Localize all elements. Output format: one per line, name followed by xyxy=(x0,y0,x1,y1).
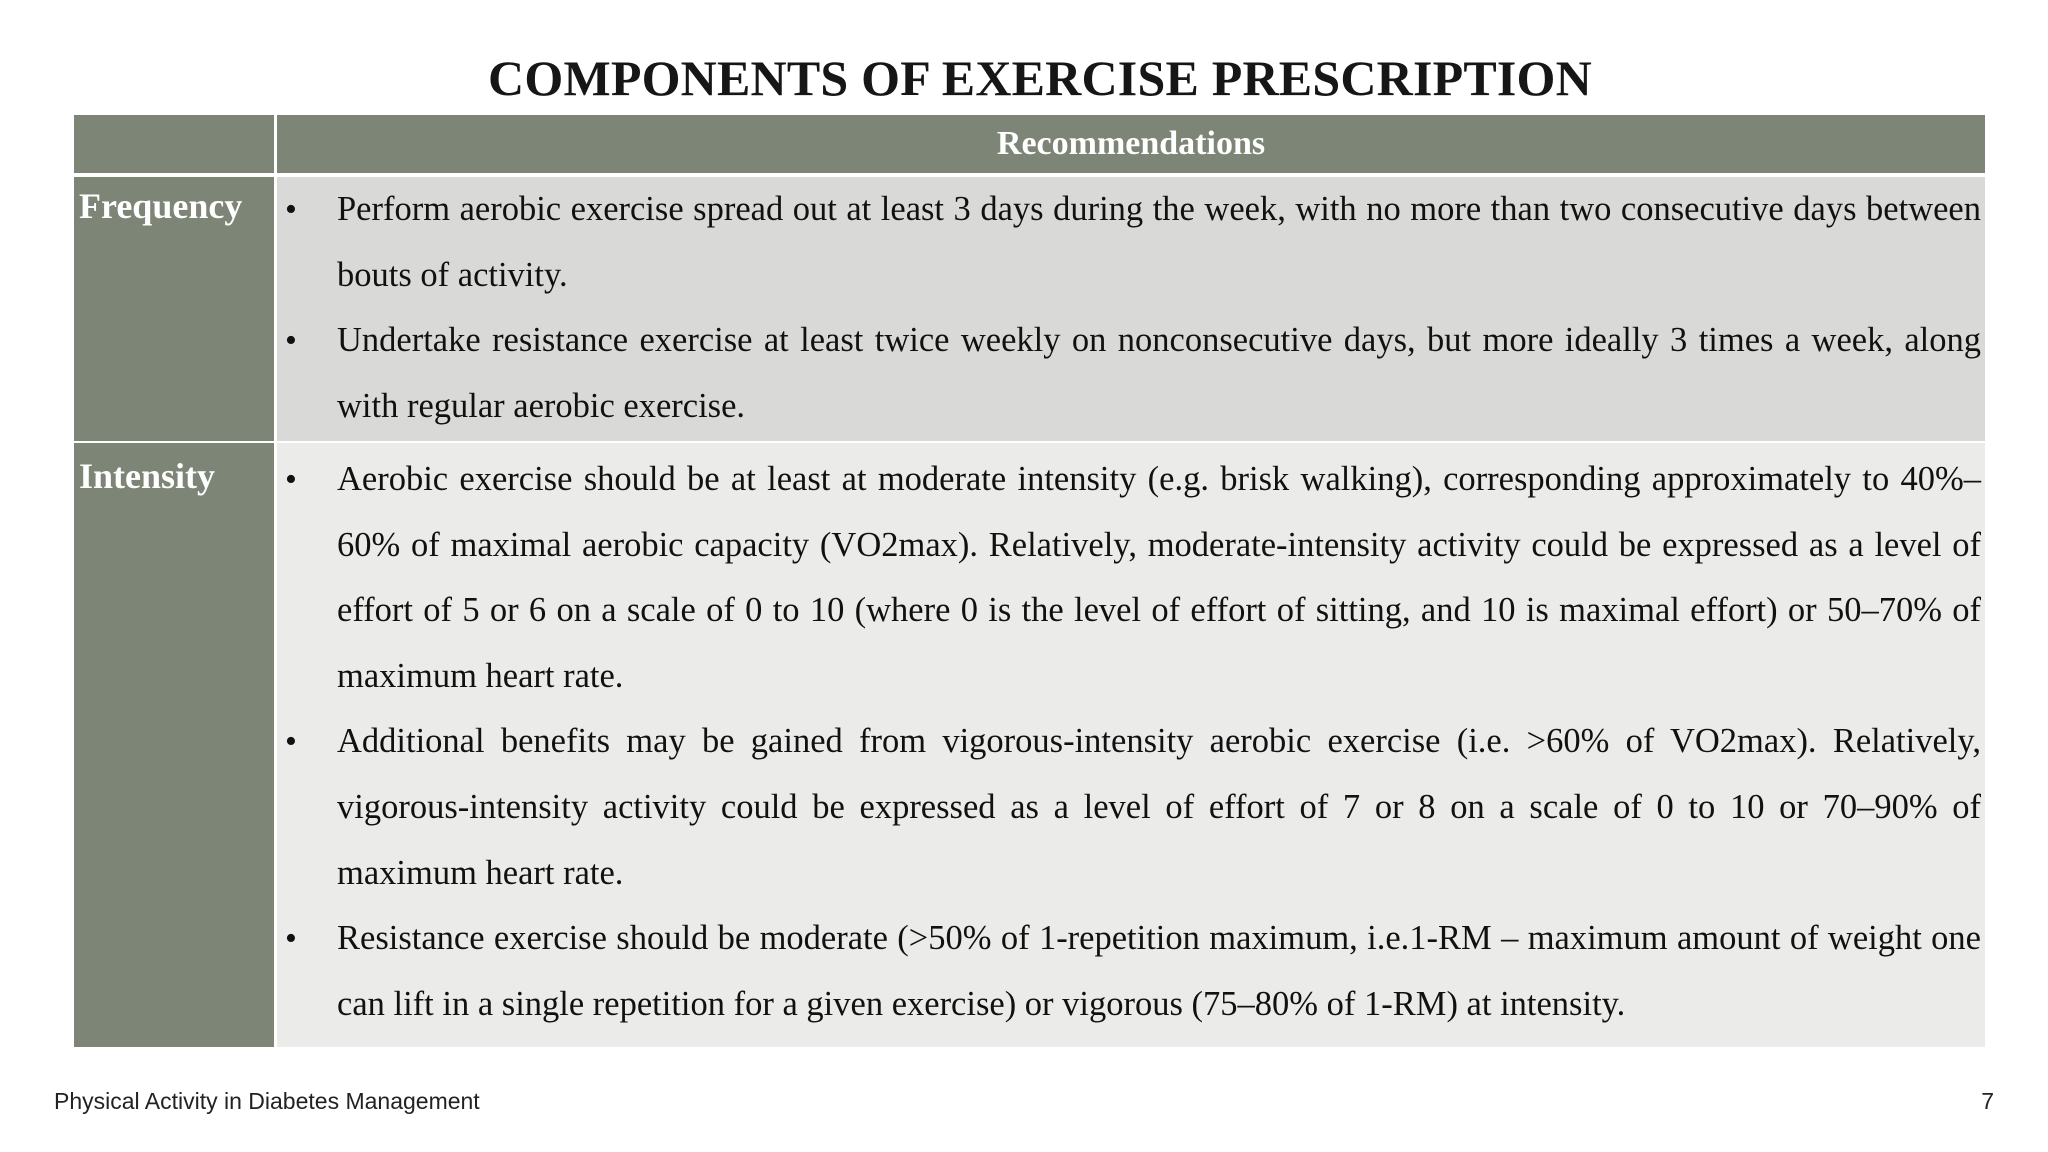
bullet-text: Resistance exercise should be moderate (>50% of 1-repetition maximum, i.e.1-RM – maximum amount of weight one can lift in a single repetition for a given exercise) or vigorous (75–80% of 1-RM) at intensity. xyxy=(337,919,1981,1023)
exercise-prescription-table xyxy=(74,115,1985,1047)
bullet-icon: • xyxy=(285,920,297,958)
frequency-bullet-list xyxy=(277,177,1981,439)
list-item xyxy=(277,447,1981,709)
table-row-frequency xyxy=(74,177,1985,443)
bullet-text: Additional benefits may be gained from vigorous-intensity aerobic exercise (i.e. >60% of VO2max). Relatively, vigorous-intensity activity could be expressed as a level of effort of 7 or 8 on a scale of 0 to 10 or 70–90% of maximum heart rate. xyxy=(337,722,1981,892)
table-header-row xyxy=(74,115,1985,177)
bullet-text: Undertake resistance exercise at least twice weekly on nonconsecutive days, but more ideally 3 times a week, along with regular aerobic exercise. xyxy=(337,321,1981,425)
footer-presentation-title: Physical Activity in Diabetes Management xyxy=(54,1088,480,1114)
list-item xyxy=(277,906,1981,1037)
list-item xyxy=(277,177,1981,308)
row-label-frequency: Frequency xyxy=(74,177,274,441)
list-item xyxy=(277,709,1981,906)
row-label-intensity: Intensity xyxy=(74,443,274,1047)
list-item xyxy=(277,308,1981,439)
bullet-text: Perform aerobic exercise spread out at least 3 days during the week, with no more than two consecutive days between bouts of activity. xyxy=(337,190,1981,294)
intensity-bullet-list xyxy=(277,443,1981,1037)
slide-number: 7 xyxy=(1981,1088,1994,1114)
frequency-recommendations xyxy=(274,177,1985,441)
bullet-icon: • xyxy=(285,461,297,498)
header-recommendations: Recommendations xyxy=(274,115,1985,177)
slide-title: COMPONENTS OF EXERCISE PRESCRIPTION xyxy=(488,50,1592,106)
bullet-icon: • xyxy=(285,191,297,228)
bullet-text: Aerobic exercise should be at least at moderate intensity (e.g. brisk walking), corresponding approximately to 40%–60% of maximal aerobic capacity (VO2max). Relatively, moderate-intensity activity could be expressed as a level of effort of 5 or 6 on a scale of 0 to 10 (where 0 is the level of effort of sitting, and 10 is maximal effort) or 50–70% of maximum heart rate. xyxy=(337,460,1981,695)
intensity-recommendations xyxy=(274,443,1985,1047)
bullet-icon: • xyxy=(285,322,297,360)
table-row-intensity xyxy=(74,443,1985,1047)
bullet-icon: • xyxy=(285,723,297,761)
header-label-cell xyxy=(74,115,274,177)
